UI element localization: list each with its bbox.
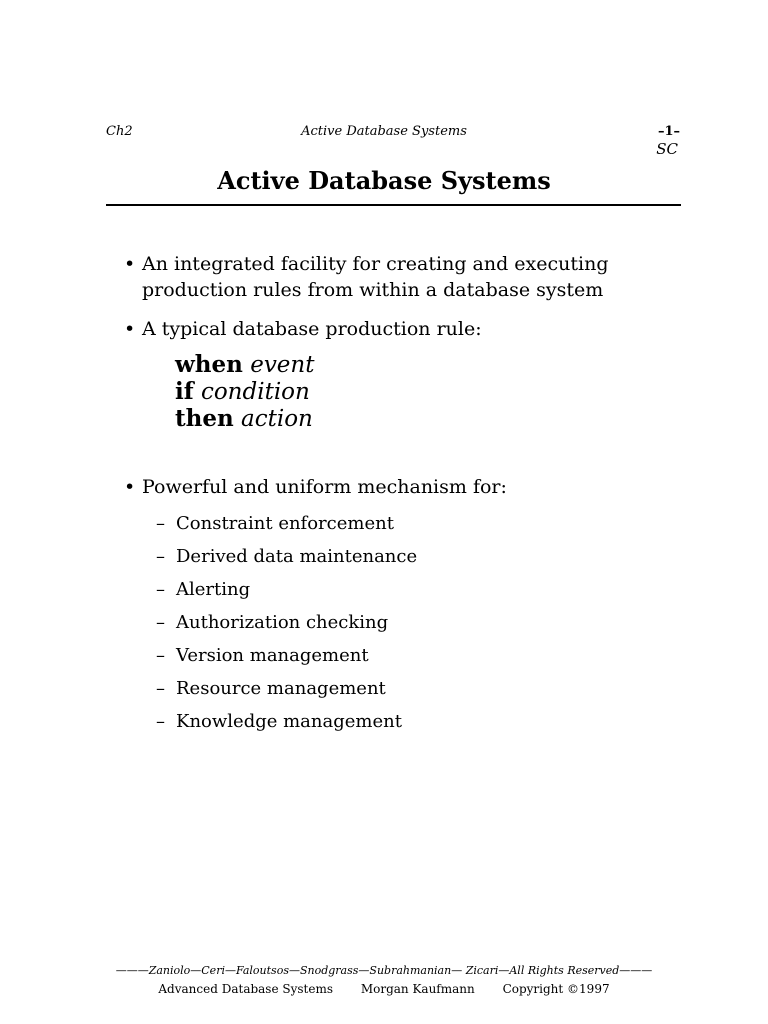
list-item-text: Version management (176, 645, 369, 666)
bullet-text: A typical database production rule: (142, 318, 482, 340)
header-chapter: Ch2 (106, 124, 133, 139)
dash-icon: – (156, 579, 165, 600)
bullet-item (124, 316, 682, 342)
list-item (156, 611, 388, 635)
footer-publication (0, 982, 768, 996)
list-item-text: Alerting (176, 579, 251, 600)
dash-icon: – (156, 711, 165, 732)
footer-book: Advanced Database Systems (158, 982, 333, 996)
footer-copyright: Copyright ©1997 (502, 982, 610, 996)
title-divider (106, 204, 681, 206)
rule-then-line (175, 406, 313, 432)
bullet-item (124, 474, 682, 500)
list-item-text: Authorization checking (176, 612, 389, 633)
page-title: Active Database Systems (217, 166, 551, 195)
bullet-icon: • (124, 318, 136, 340)
dash-icon: – (156, 546, 165, 567)
dash-icon: – (156, 513, 165, 534)
list-item (156, 677, 386, 701)
rule-when-value: event (250, 352, 315, 378)
page-number: –1– (657, 124, 680, 139)
rule-if-value: condition (200, 379, 310, 405)
footer-publisher: Morgan Kaufmann (360, 982, 475, 996)
bullet-item (124, 251, 682, 303)
header-mark: SC (656, 140, 678, 158)
footer-authors (0, 964, 768, 977)
header-title: Active Database Systems (301, 124, 467, 139)
list-item-text: Resource management (176, 678, 386, 699)
rule-if-line (175, 379, 310, 405)
rule-when-keyword: when (175, 351, 243, 378)
bullet-icon: • (124, 253, 136, 275)
dash-icon: – (156, 612, 165, 633)
list-item-text: Derived data maintenance (176, 546, 418, 567)
bullet-text: An integrated facility for creating and executing production rules from within a database system (142, 253, 609, 301)
list-item (156, 578, 250, 602)
rule-then-keyword: then (175, 405, 234, 432)
list-item (156, 512, 394, 536)
rule-if-keyword: if (175, 378, 194, 405)
rule-then-value: action (241, 406, 313, 432)
list-item-text: Constraint enforcement (176, 513, 394, 534)
list-item (156, 710, 402, 734)
dash-icon: – (156, 678, 165, 699)
footer-authors-text: ———Zaniolo—Ceri—Faloutsos—Snodgrass—Subrahmanian— Zicari—All Rights Reserved——— (115, 964, 653, 977)
bullet-text: Powerful and uniform mechanism for: (142, 476, 507, 498)
list-item-text: Knowledge management (176, 711, 402, 732)
list-item (156, 545, 417, 569)
dash-icon: – (156, 645, 165, 666)
rule-when-line (175, 352, 314, 378)
bullet-icon: • (124, 476, 136, 498)
list-item (156, 644, 369, 668)
